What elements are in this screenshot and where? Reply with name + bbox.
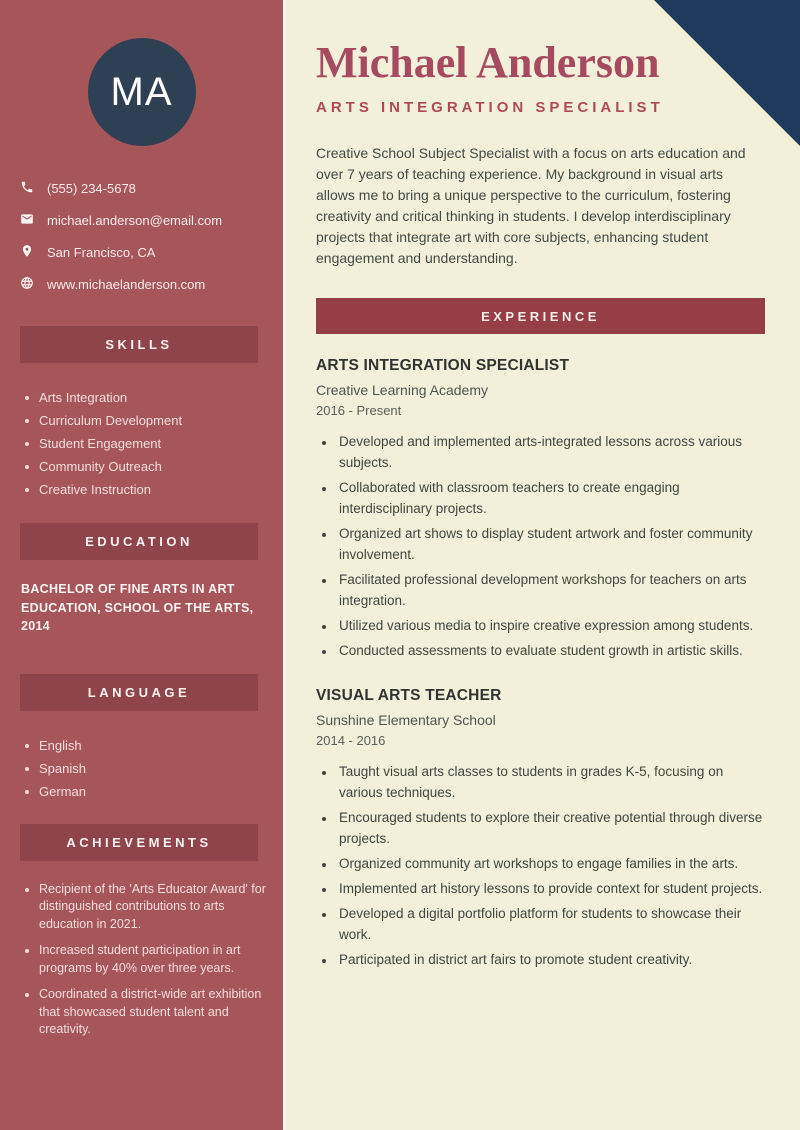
contact-website [20, 276, 267, 293]
job-company: Sunshine Elementary School [316, 712, 496, 729]
contact-location [20, 244, 267, 261]
language-title: LANGUAGE [87, 684, 191, 700]
job-bullet-list [336, 431, 765, 661]
job-bullet: • Organized community art workshops to engage families in the arts. [336, 853, 765, 874]
phone-icon [20, 180, 34, 197]
language-item: German [20, 784, 267, 799]
skill-item: Creative Instruction [20, 482, 267, 497]
main-content [283, 0, 800, 1130]
language-section-header [20, 674, 258, 711]
contact-list [20, 180, 267, 293]
job-bullet: • Developed and implemented arts-integrated lessons across various subjects. [336, 431, 765, 473]
contact-location-text: San Francisco, CA [47, 245, 156, 260]
globe-icon [20, 276, 34, 293]
language-item: English [20, 738, 267, 753]
email-icon [20, 212, 34, 229]
job-bullet: • Implemented art history lessons to provide context for student projects. [336, 878, 765, 899]
skill-item: Community Outreach [20, 459, 267, 474]
job-bullet: • Utilized various media to inspire creative expression among students. [336, 615, 765, 636]
achievements-section-header [20, 824, 258, 861]
job-dates: 2014 - 2016 [316, 733, 386, 749]
experience-section-header [316, 298, 765, 334]
achievement-item: Coordinated a district-wide art exhibition that showcased student talent and creativity. [20, 986, 267, 1039]
job-title: VISUAL ARTS TEACHER [316, 687, 502, 705]
language-list [20, 738, 267, 799]
achievements-title: ACHIEVEMENTS [66, 834, 212, 850]
job-bullet: • Encouraged students to explore their creative potential through diverse projects. [336, 807, 765, 849]
location-icon [20, 244, 34, 261]
job-dates: 2016 - Present [316, 403, 402, 419]
job-bullet-list [336, 761, 765, 970]
sidebar [0, 0, 283, 1130]
skills-title: SKILLS [105, 337, 173, 352]
job-bullet: • Taught visual arts classes to students in grades K-5, focusing on various techniques. [336, 761, 765, 803]
contact-email-text: michael.anderson@email.com [47, 213, 223, 228]
education-degree: BACHELOR OF FINE ARTS IN ART EDUCATION, SCHOOL OF THE ARTS, 2014 [21, 582, 254, 633]
job-company: Creative Learning Academy [316, 382, 488, 399]
avatar-initials: MA [110, 69, 173, 114]
language-item: Spanish [20, 761, 267, 776]
contact-website-text: www.michaelanderson.com [47, 277, 206, 292]
person-job-title: ARTS INTEGRATION SPECIALIST [316, 99, 664, 117]
contact-phone [20, 180, 267, 197]
avatar [88, 38, 196, 146]
achievement-item: Recipient of the 'Arts Educator Award' for distinguished contributions to arts education in 2021. [20, 881, 267, 934]
job-bullet: • Developed a digital portfolio platform for students to showcase their work. [336, 903, 765, 945]
job-entry [316, 687, 765, 970]
job-entry [316, 357, 765, 661]
skill-item: Arts Integration [20, 390, 267, 405]
job-bullet: • Facilitated professional development workshops for teachers on arts integration. [336, 569, 765, 611]
profile-summary: Creative School Subject Specialist with a focus on arts education and over 7 years of teaching experience. My background in visual arts allows me to bring a unique perspective to the curriculum, fostering creativity and critical thinking in students. I develop interdisciplinary projects that integrate art with core subjects, enhancing student engagement and understanding. [316, 145, 746, 267]
contact-phone-text: (555) 234-5678 [47, 181, 136, 196]
achievement-item: Increased student participation in art programs by 40% over three years. [20, 942, 267, 977]
education-title: EDUCATION [85, 534, 193, 549]
experience-title: EXPERIENCE [481, 308, 600, 324]
job-bullet: • Collaborated with classroom teachers to create engaging interdisciplinary projects. [336, 477, 765, 519]
achievements-list [20, 881, 267, 1039]
person-name: Michael Anderson [316, 38, 660, 87]
skill-item: Student Engagement [20, 436, 267, 451]
education-section-header [20, 523, 258, 560]
job-bullet: • Organized art shows to display student artwork and foster community involvement. [336, 523, 765, 565]
skill-item: Curriculum Development [20, 413, 267, 428]
job-title: ARTS INTEGRATION SPECIALIST [316, 357, 570, 375]
skills-list [20, 390, 267, 497]
job-bullet: • Conducted assessments to evaluate student growth in artistic skills. [336, 640, 765, 661]
job-bullet: • Participated in district art fairs to promote student creativity. [336, 949, 765, 970]
skills-section-header [20, 326, 258, 363]
contact-email [20, 212, 267, 229]
